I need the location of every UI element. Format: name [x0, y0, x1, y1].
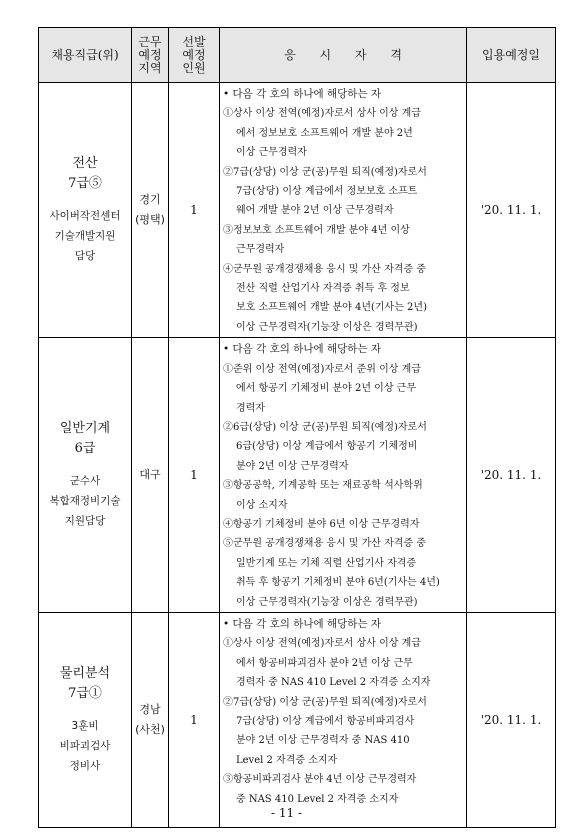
qualification-line: ①준위 이상 전역(예정)자로서 준위 이상 계급: [223, 363, 421, 375]
qualification-line: 에서 항공기 기체정비 분야 2년 이상 근무: [236, 383, 416, 395]
position-dept: 지원담당: [64, 515, 106, 528]
qualifications-cell: [220, 612, 467, 827]
position-title: 전산: [72, 156, 98, 172]
qualification-item: [223, 770, 464, 809]
appoint-date-cell: '20. 11. 1.: [467, 612, 556, 827]
qualification-line: ③항공공학, 기계공학 또는 재료공학 석사학위: [223, 480, 423, 492]
qualification-line: 보호 소프트웨어 개발 분야 4년(기사는 2년): [236, 302, 427, 314]
location-line: 경남: [139, 702, 161, 716]
qualification-item: [223, 693, 464, 771]
qualification-line: 이상 근무경력자(기능장 이상은 경력무관): [236, 321, 418, 333]
position-grade: 7급①: [68, 685, 102, 701]
header-count: [169, 28, 220, 83]
qualification-item: [223, 534, 464, 612]
header-count-line: 인원: [182, 60, 206, 75]
count-cell: 1: [169, 612, 220, 827]
qualifications-cell: [220, 83, 467, 338]
location-line: 경기: [139, 193, 161, 207]
header-location-line: 지역: [138, 60, 162, 75]
qualification-line: 근무경력자: [236, 244, 285, 256]
qualification-item: [223, 515, 464, 534]
position-dept: 비파괴검사: [59, 739, 111, 752]
appoint-date-cell: '20. 11. 1.: [467, 338, 556, 613]
table-header-row: [39, 28, 556, 83]
header-position: 채용직급(위): [39, 28, 132, 83]
qualification-line: 7급(상당) 이상 계급에서 항공비파괴검사: [236, 716, 415, 727]
qualification-line: Level 2 자격증 소지자: [236, 754, 338, 766]
header-appoint-date: 입용예정일: [467, 28, 556, 83]
qualification-item: [223, 476, 464, 515]
qualification-line: 전산 직렬 산업기사 자격증 취득 후 정보: [236, 283, 410, 295]
position-dept: 담당: [74, 250, 96, 263]
position-grade: 7급⑤: [68, 176, 102, 192]
header-location: [132, 28, 169, 83]
header-count-line: 예정: [182, 47, 206, 62]
header-location-line: 예정: [138, 47, 162, 62]
qualification-line: 중 NAS 410 Level 2 자격증 소지자: [236, 793, 399, 805]
table-row: [39, 338, 556, 613]
qualification-item: [223, 260, 464, 338]
position-dept: 복합재정비기술: [49, 495, 121, 508]
location-line: (평택): [135, 213, 165, 227]
position-cell: [39, 83, 132, 338]
qualification-line: 이상 소지자: [236, 499, 288, 511]
qualification-line: 에서 항공비파괴검사 분야 2년 이상 근무: [236, 657, 413, 669]
position-dept: 군수사: [69, 475, 101, 488]
qualification-line: 에서 정보보호 소프트웨어 개발 분야 2년: [236, 127, 413, 139]
qualification-line: ⑤군무원 공개경쟁채용 응시 및 가산 자격증 중: [223, 538, 426, 550]
qualification-line: 일반기계 또는 기체 직렬 산업기사 자격증: [236, 557, 417, 569]
qualifications-lead: • 다음 각 호의 하나에 해당하는 자: [223, 617, 382, 630]
qualification-line: 6급(상당) 이상 계급에서 항공기 기체정비: [236, 441, 418, 453]
qualification-line: 경력자 중 NAS 410 Level 2 자격증 소지자: [236, 677, 431, 689]
qualification-item: [223, 418, 464, 476]
position-dept: 기술개발지원: [54, 230, 116, 243]
header-count-line: 선발: [182, 34, 206, 49]
location-cell: [132, 83, 169, 338]
location-cell: [132, 338, 169, 613]
qualification-line: 취득 후 항공기 기체정비 분야 6년(기사는 4년): [236, 577, 440, 589]
qualification-line: ④항공기 기체정비 분야 6년 이상 근무경력자: [223, 518, 420, 530]
qualification-line: 분야 2년 이상 근무경력자 중 NAS 410: [236, 735, 410, 747]
table-row: [39, 83, 556, 338]
position-title: 물리분석: [59, 665, 111, 681]
position-dept: 3훈비: [71, 719, 99, 732]
header-qualifications: 응 시 자 격: [220, 28, 467, 83]
qualification-line: 분야 2년 이상 근무경력자: [236, 460, 349, 472]
qualifications-lead: • 다음 각 호의 하나에 해당하는 자: [223, 88, 382, 100]
qualification-line: ③항공비파괴검사 분야 4년 이상 근무경력자: [223, 774, 417, 786]
qualifications-cell: [220, 338, 467, 613]
position-cell: [39, 612, 132, 827]
location-line: (사천): [135, 722, 165, 736]
qualification-line: ②7급(상당) 이상 군(공)무원 퇴직(예정)자로서: [223, 696, 427, 708]
qualification-item: [223, 360, 464, 418]
qualification-line: 이상 근무경력자: [236, 147, 307, 159]
position-grade: 6급: [74, 441, 96, 457]
qualification-line: 이상 근무경력자(기능장 이상은 경력무관): [236, 596, 418, 608]
qualification-item: [223, 104, 464, 162]
count-cell: 1: [169, 83, 220, 338]
qualification-line: ②7급(상당) 이상 군(공)무원 퇴직(예정)자로서: [223, 166, 427, 178]
recruitment-table: [38, 27, 556, 828]
qualification-line: 경력자: [236, 402, 265, 414]
header-location-line: 근무: [138, 34, 162, 49]
qualification-line: ②6급(상당) 이상 군(공)무원 퇴직(예정)자로서: [223, 421, 427, 433]
qualifications-lead: • 다음 각 호의 하나에 해당하는 자: [223, 343, 382, 356]
qualification-line: ①상사 이상 전역(예정)자로서 상사 이상 계급: [223, 108, 421, 120]
position-cell: [39, 338, 132, 613]
qualification-line: ①상사 이상 전역(예정)자로서 상사 이상 계급: [223, 638, 421, 650]
position-dept: 사이버작전센터: [49, 210, 121, 223]
qualification-line: 웨어 개발 분야 2년 이상 근무경력자: [236, 205, 394, 217]
page-number: - 11 -: [270, 806, 302, 820]
qualification-item: [223, 221, 464, 260]
qualification-line: ③정보보호 소프트웨어 개발 분야 4년 이상: [223, 224, 410, 236]
appoint-date-cell: '20. 11. 1.: [467, 83, 556, 338]
qualification-item: [223, 634, 464, 692]
qualification-line: 7급(상당) 이상 계급에서 정보보호 소프트: [236, 186, 418, 198]
qualification-line: ④군무원 공개경쟁채용 응시 및 가산 자격증 중: [223, 263, 426, 275]
count-cell: 1: [169, 338, 220, 613]
qualification-item: [223, 163, 464, 221]
table-row: [39, 612, 556, 827]
location-cell: [132, 612, 169, 827]
position-title: 일반기계: [59, 421, 111, 437]
location-line: 대구: [139, 468, 161, 482]
position-dept: 정비사: [69, 759, 101, 772]
